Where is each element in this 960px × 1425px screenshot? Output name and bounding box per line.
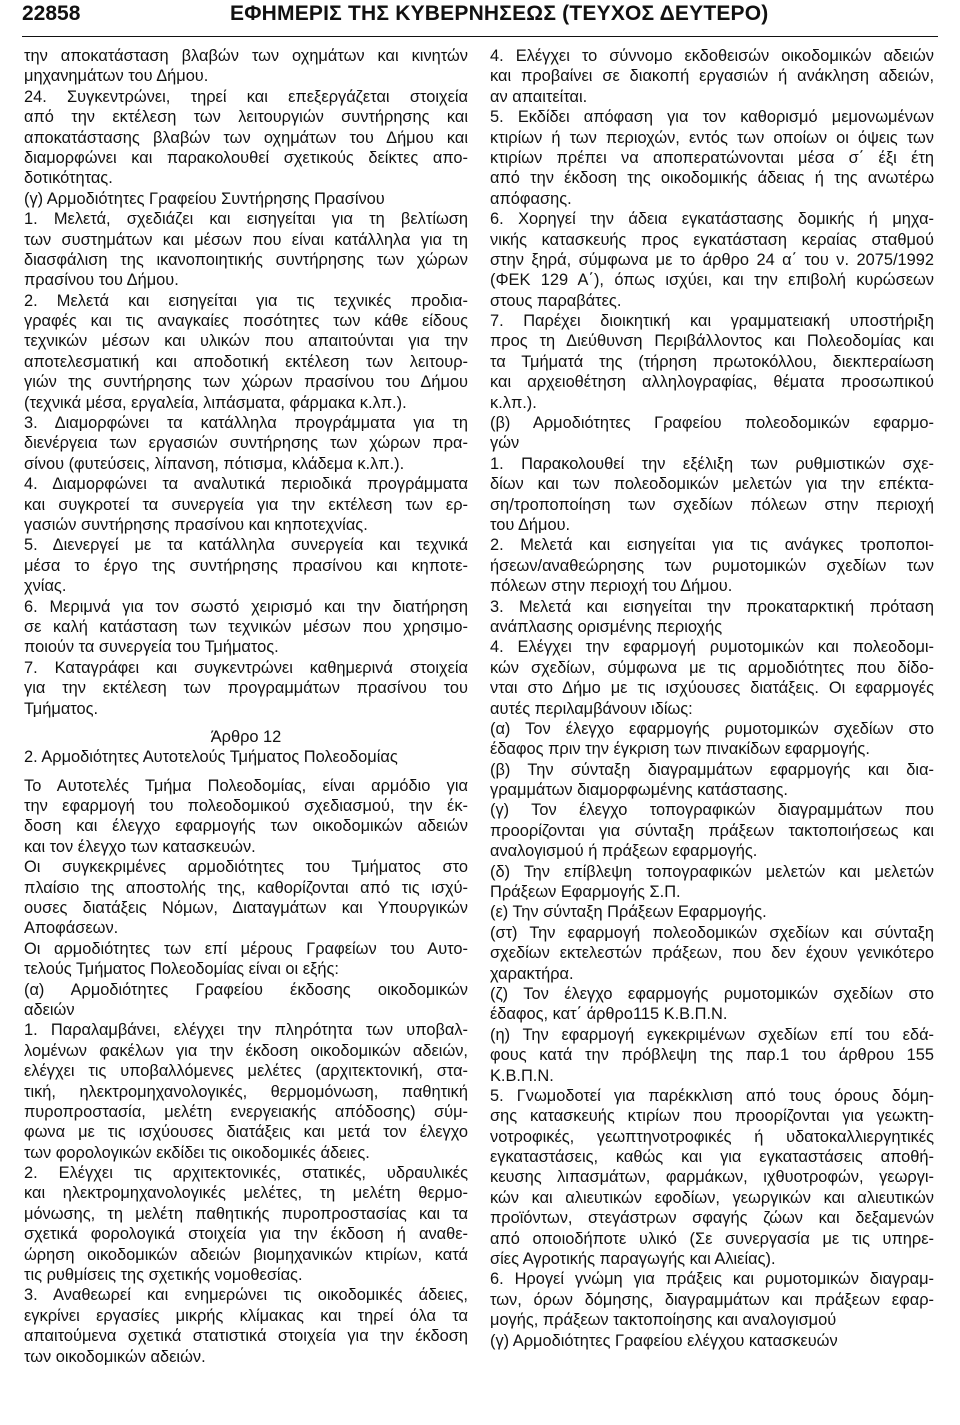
text-line: 2. Ελέγχει τις αρχιτεκτονικές, στατικές, υδραυλικές	[24, 1164, 468, 1183]
left-text-column	[24, 46, 468, 1367]
text-line: (γ) Τον έλεγχο τοπογραφικών διαγραμμάτων που	[490, 801, 934, 820]
text-line: πυροπροστασία, μελέτη ενεργειακής απόδοσης) σύμ-	[24, 1102, 468, 1121]
text-line: 2. Μελετά και εισηγείται για τις τεχνικές προδια-	[24, 291, 468, 310]
text-line: (ζ) Τον έλεγχο εφαρμογής ρυμοτομικών σχεδίων στο	[490, 984, 934, 1003]
text-line: απόφασης.	[490, 189, 572, 208]
text-line: Τμήματος.	[24, 699, 99, 718]
text-line: από την έκδοση της οικοδομικής άδειας ή της ανωτέρω	[490, 169, 934, 188]
text-line: χαρακτήρα.	[490, 964, 574, 983]
text-line: τεχνικών μέσων και υλικών που απαιτούνται για την	[24, 332, 468, 351]
text-line: κτιρίων ή των περιοχών, εντός των οποίων οι όψεις των	[490, 128, 934, 147]
text-line: (ε) Την σύνταξη Πράξεων Εφαρμογής.	[490, 903, 767, 922]
text-line: σχετικά φορολογικά στοιχεία για την έκδοση ή αναθε-	[24, 1225, 468, 1244]
text-line: 6. Ηρογεί γνώμη για πράξεις και ρυμοτομικών διαγραμ-	[490, 1270, 934, 1289]
text-line: προς τη Διεύθυνση Περιβάλλοντος και Πολεοδομίας και	[490, 332, 934, 351]
text-line: 3. Μελετά και εισηγείται την προκαταρκτική πρόταση	[490, 597, 934, 616]
text-line: πόλεων στην περιοχή του Δήμου.	[490, 577, 733, 596]
text-line: στην ξηρά, σύμφωνα με το άρθρο 24 α΄ του ν. 2075/1992	[490, 250, 934, 269]
text-line: κευσης λιπασμάτων, φαρμάκων, ιχθυοτροφών, γεωργι-	[490, 1168, 934, 1187]
text-line: εγκαταστάσεις, καθώς και για εγκαταστάσεις αποθή-	[490, 1148, 934, 1167]
text-line: και αρχειοθέτηση αλληλογραφίας, θέματα προσωπικού	[490, 373, 934, 392]
text-line: ήσεων/αναθεώρησης των ρυμοτομικών σχεδίων των	[490, 556, 934, 575]
text-line: 1. Μελετά, σχεδιάζει και εισηγείται για τη βελτίωση	[24, 210, 468, 229]
text-line: ση/τροποποίηση των σχεδίων πόλεων στην περιοχή	[490, 495, 934, 514]
right-text-column	[490, 46, 934, 1351]
text-line: ανάπλασης ορισμένης περιοχής	[490, 617, 723, 636]
journal-title: ΕΦΗΜΕΡΙΣ ΤΗΣ ΚΥΒΕΡΝΗΣΕΩΣ (ΤΕΥΧΟΣ ΔΕΥΤΕΡΟ)	[230, 2, 769, 25]
text-line: Άρθρο 12	[210, 727, 282, 746]
text-line: προορίζονται για σύνταξη πράξεων τακτοποιήσεως και	[490, 821, 934, 840]
text-line: διασφάλιση της ικανοποιητικής συντήρησης των χώρων	[24, 250, 468, 269]
text-line: 4. Ελέγχει το σύννομο εκδοθεισών οικοδομικών αδειών	[490, 47, 934, 65]
text-line: κτιρίων πρέπει να αποπερατώνονται μέσα σ΄ έξι έτη	[490, 148, 934, 167]
text-line: (γ) Αρμοδιότητες Γραφείου ελέγχου κατασκευών	[490, 1331, 838, 1350]
page-header	[22, 0, 938, 37]
text-line: νικής κατασκευής προς εγκατάσταση κεραίας σταθμού	[490, 230, 934, 249]
text-line: από οποιοδήποτε υλικό (Σε συνεργασία με τις υπηρε-	[490, 1229, 934, 1248]
text-line: χνίας.	[24, 577, 67, 596]
text-line: Το Αυτοτελές Τμήμα Πολεοδομίας, είναι αρμόδιο για	[24, 776, 468, 795]
text-line: για την εκτέλεση των προγραμμάτων πρασίνου του	[24, 679, 468, 698]
text-line: έδαφος πριν την έγκριση των πινακίδων εφαρμογής.	[490, 740, 870, 759]
text-line: λομένων φακέλων για την έκδοση οικοδομικών αδειών,	[24, 1041, 468, 1060]
text-line: τα Τμήματά της (τήρηση πρωτοκόλλου, διεκπεραίωση	[490, 352, 934, 371]
text-line: 2. Αρμοδιότητες Αυτοτελούς Τμήματος Πολεοδομίας	[24, 748, 398, 767]
text-line: 5. Γνωμοδοτεί για παρέκκλιση από τους όρους δόμη-	[490, 1086, 934, 1105]
text-line: του Δήμου.	[490, 515, 571, 534]
text-line: 6. Μεριμνά για τον σωστό χειρισμό και την διατήρηση	[24, 597, 468, 616]
text-line: δίων και των πολεοδομικών μελετών για την επέκτα-	[490, 475, 934, 494]
text-line: ουσες διατάξεις Νόμων, Διαταγμάτων και Υπουργικών	[24, 899, 468, 918]
text-line: 3. Αναθεωρεί και ενημερώνει τις οικοδομικές άδειες,	[24, 1286, 468, 1305]
text-line: των συστημάτων και μέσων που είναι κατάλληλα για τη	[24, 230, 468, 249]
text-line: (στ) Την εφαρμογή πολεοδομικών σχεδίων και σύνταξη	[490, 923, 934, 942]
text-line: 7. Παρέχει διοικητική και γραμματειακή υποστήριξη	[490, 312, 934, 331]
text-line: (δ) Την επίβλεψη τοπογραφικών μελετών και μελετών	[490, 862, 934, 881]
text-line: αδειών	[24, 1000, 75, 1019]
text-line: 4. Ελέγχει την εφαρμογή ρυμοτομικών και πολεοδομι-	[490, 638, 934, 657]
text-line: κών και αλιευτικών εφοδίων, γεωργικών και αλιευτικών	[490, 1188, 934, 1207]
text-line: τελούς Τμήματος Πολεοδομίας είναι οι εξής:	[24, 960, 339, 979]
text-line	[24, 719, 468, 727]
text-line: Κ.Β.Π.Ν.	[490, 1066, 554, 1085]
text-line: (α) Αρμοδιότητες Γραφείου έκδοσης οικοδομικών	[24, 980, 468, 999]
text-line: και τον έλεγχο των κατασκευών.	[24, 837, 256, 856]
text-line: αποκατάστασης βλαβών των οχημάτων του Δήμου και	[24, 128, 468, 147]
text-line: νοτροφικές, γεωπτηνοτροφικές ή υδατοκαλλιεργητικές	[490, 1127, 934, 1146]
text-line: γραμμάτων διαμορφωμένης κατάστασης.	[490, 781, 788, 800]
text-line: από την εκτέλεση των λειτουργιών συντήρησης και	[24, 108, 468, 127]
text-line: και ηλεκτρομηχανολογικές μελέτες, τη μελέτη θερμο-	[24, 1184, 468, 1203]
text-line: στους παραβάτες.	[490, 291, 622, 310]
text-line: (η) Την εφαρμογή εγκεκριμένων σχεδίων επί του εδά-	[490, 1025, 934, 1044]
text-line: φους κατά την πρόβλεψη της παρ.1 του άρθρου 155	[490, 1046, 934, 1065]
text-line: (β) Την σύνταξη διαγραμμάτων εφαρμογής και δια-	[490, 760, 934, 779]
text-line: αν απαιτείται.	[490, 87, 588, 106]
text-line: 24. Συγκεντρώνει, τηρεί και επεξεργάζεται στοιχεία	[24, 87, 468, 106]
text-line: Αποφάσεων.	[24, 919, 119, 938]
text-line: δοτικότητας.	[24, 169, 113, 188]
text-line: σχεδίων εκτελεστών πράξεων, που δεν έχουν γενικότερο	[490, 944, 934, 963]
text-line: κών σχεδίων, σύμφωνα με τις αρμοδιότητες που δίδο-	[490, 658, 934, 677]
text-line: κ.λπ.).	[490, 393, 537, 412]
text-line: αποτελεσματική και αποδοτική εκτέλεση των λειτουρ-	[24, 352, 468, 371]
text-line: (α) Τον έλεγχο εφαρμογής ρυμοτομικών σχεδίων στο	[490, 719, 934, 738]
text-line: ώρηση οικοδομικών αδειών βιομηχανικών κτιρίων, κατά	[24, 1245, 468, 1264]
text-line: 5. Εκδίδει απόφαση για τον καθορισμό μεμονωμένων	[490, 108, 934, 127]
text-line: 3. Διαμορφώνει τα κατάλληλα προγράμματα για τη	[24, 414, 468, 433]
text-line: μόνωσης, τη μελέτη παθητικής πυροπροστασίας και τα	[24, 1204, 468, 1223]
text-line: ελέγχει τις υποβαλλόμενες μελέτες (αρχιτεκτονική, στα-	[24, 1062, 468, 1081]
text-line: 4. Διαμορφώνει τα αναλυτικά περιοδικά προγράμματα	[24, 475, 468, 494]
text-line	[24, 768, 468, 776]
text-line: σης κατασκευής κτιρίων που προορίζονται για γεωκτη-	[490, 1107, 934, 1126]
text-line: των φορολογικών εκδίδει τις οικοδομικές άδειες.	[24, 1143, 370, 1162]
text-line: δοση και έλεγχο εφαρμογής των οικοδομικών αδειών	[24, 817, 468, 836]
text-line: απαιτούμενα σχετικά στατιστικά στοιχεία για την έκδοση	[24, 1327, 468, 1346]
text-line: 2. Μελετά και εισηγείται για τις ανάγκες τροποποι-	[490, 536, 934, 555]
text-line: 5. Διενεργεί με τα κατάλληλα συνεργεία και τεχνικά	[24, 536, 468, 555]
text-line: 7. Καταγράφει και συγκεντρώνει καθημερινά στοιχεία	[24, 658, 468, 677]
text-line: σε καλή κατάσταση των τεχνικών μέσων που χρησιμο-	[24, 617, 468, 636]
text-line: αυτές περιλαμβάνουν ιδίως:	[490, 699, 693, 718]
text-line: γών	[490, 434, 520, 453]
text-line: ποιούν τα συνεργεία του Τμήματος.	[24, 638, 279, 657]
text-line: 1. Παρακολουθεί την εξέλιξη των ρυθμιστικών σχε-	[490, 454, 934, 473]
text-line: φωνα με τις ισχύουσες διατάξεις και μετά τον έλεγχο	[24, 1123, 468, 1142]
text-line: μηχανημάτων του Δήμου.	[24, 67, 209, 86]
text-line: προϊόντων, στεγάστρων σφαγής ζώων και δεξαμενών	[490, 1209, 934, 1228]
text-line: και συγκροτεί τα συνεργεία για την εκτέλεση των ερ-	[24, 495, 468, 514]
text-line: σίνου (φυτεύσεις, λίπανση, πότισμα, κλάδεμα κ.λπ.).	[24, 454, 405, 473]
text-line: τική, ηλεκτρομηχανολογικές, θερμομόνωση, παθητική	[24, 1082, 468, 1101]
text-line: (ΦΕΚ 129 Α΄), όπως ισχύει, και την επιβολή κυρώσεων	[490, 271, 934, 290]
text-line: Οι αρμοδιότητες των επί μέρους Γραφείων του Αυτο-	[24, 939, 468, 958]
text-line: γασιών συντήρησης πρασίνου και κηποτεχνίας.	[24, 515, 368, 534]
text-line: (β) Αρμοδιότητες Γραφείου πολεοδομικών εφαρμο-	[490, 414, 934, 433]
text-line: αναλογισμού ή πράξεων εφαρμογής.	[490, 842, 758, 861]
text-line: γραφές και τις αναγκαίες ποσότητες των κάθε είδους	[24, 312, 468, 331]
text-line: την αποκατάσταση βλαβών των οχημάτων και κινητών	[24, 47, 468, 65]
text-line: μογής, πράξεων τακτοποίησης και αναλογισμού	[490, 1311, 837, 1330]
page-number: 22858	[22, 2, 81, 25]
text-line: 6. Χορηγεί την άδεια εγκατάστασης δομικής ή μηχα-	[490, 210, 934, 229]
text-line: (τεχνικά μέσα, εργαλεία, λιπάσματα, φάρμακα κ.λπ.).	[24, 393, 407, 412]
text-line: πρασίνου του Δήμου.	[24, 271, 179, 290]
text-line: διαμορφώνει και παρακολουθεί σχετικούς δείκτες απο-	[24, 148, 468, 167]
text-line: σίες Αγροτικής παραγωγής και Αλιείας).	[490, 1250, 776, 1269]
text-line: των οικοδομικών αδειών.	[24, 1347, 206, 1366]
text-line: νται στο Δήμο με τις ισχύουσες διατάξεις. Οι εφαρμογές	[490, 679, 934, 698]
text-line: πλαίσιο της αποστολής της, καθορίζονται από τις ισχύ-	[24, 878, 468, 897]
text-line: την εφαρμογή του πολεοδομικού σχεδιασμού, την έκ-	[24, 797, 468, 816]
text-line: και προβαίνει σε διακοπή εργασιών ή ανάκληση αδειών,	[490, 67, 934, 86]
text-line: 1. Παραλαμβάνει, ελέγχει την πληρότητα των υποβαλ-	[24, 1021, 468, 1040]
text-line: Οι συγκεκριμένες αρμοδιότητες του Τμήματος στο	[24, 858, 468, 877]
text-line: των, όρων δόμησης, διαγραμμάτων και πράξεων εφαρ-	[490, 1290, 934, 1309]
text-line: διενέργεια των εργασιών συντήρησης των χώρων πρα-	[24, 434, 468, 453]
text-line: μέσα το έργο της συντήρησης πρασίνου και κηποτε-	[24, 556, 468, 575]
text-line: έδαφος, κατ΄ άρθρο115 Κ.Β.Π.Ν.	[490, 1005, 728, 1024]
text-line: Πράξεων Εφαρμογής Σ.Π.	[490, 883, 681, 902]
text-line: γιών της συντήρησης των χώρων πρασίνου του Δήμου	[24, 373, 468, 392]
text-line: εγκρίνει εργασίες μικρής κλίμακας και τηρεί όλα τα	[24, 1306, 468, 1325]
text-line: τις ρυθμίσεις της σχετικής νομοθεσίας.	[24, 1266, 303, 1285]
text-line: (γ) Αρμοδιότητες Γραφείου Συντήρησης Πρασίνου	[24, 189, 385, 208]
